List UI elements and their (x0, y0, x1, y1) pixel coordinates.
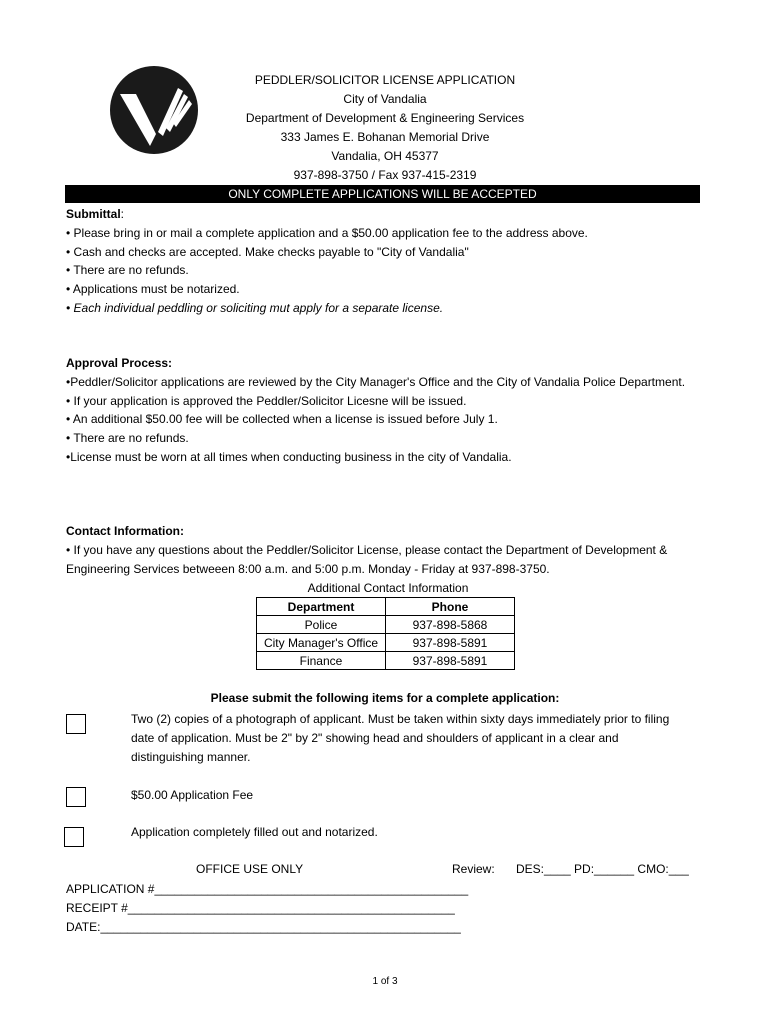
approval-heading: Approval Process: (66, 356, 173, 370)
review-label: Review: (452, 862, 495, 876)
complete-applications-banner: ONLY COMPLETE APPLICATIONS WILL BE ACCEPTED (65, 185, 700, 203)
submittal-item: • Please bring in or mail a complete application and a $50.00 application fee to the address above. (66, 225, 588, 240)
submittal-item: • Applications must be notarized. (66, 282, 240, 297)
office-use-label: OFFICE USE ONLY (196, 862, 304, 876)
document-title: PEDDLER/SOLICITOR LICENSE APPLICATION (254, 73, 516, 87)
approval-item: • If your application is approved the Peddler/Solicitor Licesne will be issued. (66, 393, 467, 408)
checklist-item-notarized: Application completely filled out and notarized. (131, 825, 378, 839)
phone-cell: 937-898-5891 (386, 652, 515, 670)
notarized-checkbox[interactable] (64, 827, 84, 847)
header-city: City of Vandalia (343, 92, 427, 106)
table-row (257, 616, 515, 634)
approval-item: •License must be worn at all times when conducting business in the city of Vandalia. (66, 449, 512, 464)
header-department: Department of Development & Engineering Services (245, 111, 525, 125)
checklist-heading: Please submit the following items for a complete application: (210, 691, 560, 705)
column-header-department: Department (257, 598, 386, 616)
submittal-heading: Submittal (66, 207, 121, 221)
department-cell: City Manager's Office (257, 634, 386, 652)
submittal-section (66, 205, 706, 318)
checklist-item-fee: $50.00 Application Fee (131, 788, 254, 802)
contact-table-title: Additional Contact Information (307, 581, 469, 595)
department-cell: Police (257, 616, 386, 634)
header-phone-fax: 937-898-3750 / Fax 937-415-2319 (293, 168, 477, 182)
table-header-row (257, 598, 515, 616)
photo-copies-checkbox[interactable] (66, 714, 86, 734)
header-city-state: Vandalia, OH 45377 (331, 149, 439, 163)
approval-item: • There are no refunds. (66, 431, 189, 446)
checklist-item-photos: Two (2) copies of a photograph of applicant. Must be taken within sixty days immediately prior to filing date of application. Must be 2" by 2" showing head and shoulders of applicant in a clear and distinguishing manner. (131, 712, 670, 764)
approval-item: •Peddler/Solicitor applications are reviewed by the City Manager's Office and the City of Vandalia Police Department. (66, 374, 686, 389)
phone-cell: 937-898-5868 (386, 616, 515, 634)
application-fee-checkbox[interactable] (66, 787, 86, 807)
submittal-item: • Cash and checks are accepted. Make checks payable to "City of Vandalia" (66, 244, 469, 259)
page-number: 1 of 3 (372, 976, 398, 987)
submittal-item: • There are no refunds. (66, 263, 189, 278)
submittal-colon: : (120, 207, 125, 221)
contact-text: • If you have any questions about the Peddler/Solicitor License, please contact the Department of Development & Engineering Services betweeen 8:00 a.m. and 5:00 p.m. Monday - Friday at 937-898-3750. (66, 542, 668, 576)
department-cell: Finance (257, 652, 386, 670)
phone-cell: 937-898-5891 (386, 634, 515, 652)
table-row (257, 634, 515, 652)
table-row (257, 652, 515, 670)
receipt-number-field: RECEIPT #_________________________________________________ (66, 901, 455, 915)
application-number-field: APPLICATION #_______________________________________________ (66, 882, 469, 896)
contact-table (256, 597, 515, 670)
date-field: DATE:______________________________________________________ (66, 920, 461, 934)
header-address: 333 James E. Bohanan Memorial Drive (280, 130, 490, 144)
review-fields: DES:____ PD:______ CMO:___ (516, 862, 689, 876)
contact-section (66, 522, 686, 578)
contact-heading: Contact Information: (66, 524, 184, 538)
approval-section (66, 354, 696, 467)
column-header-phone: Phone (386, 598, 515, 616)
submittal-italic-item: • Each individual peddling or soliciting mut apply for a separate license. (66, 300, 444, 315)
approval-item: • An additional $50.00 fee will be collected when a license is issued before July 1. (66, 412, 498, 427)
